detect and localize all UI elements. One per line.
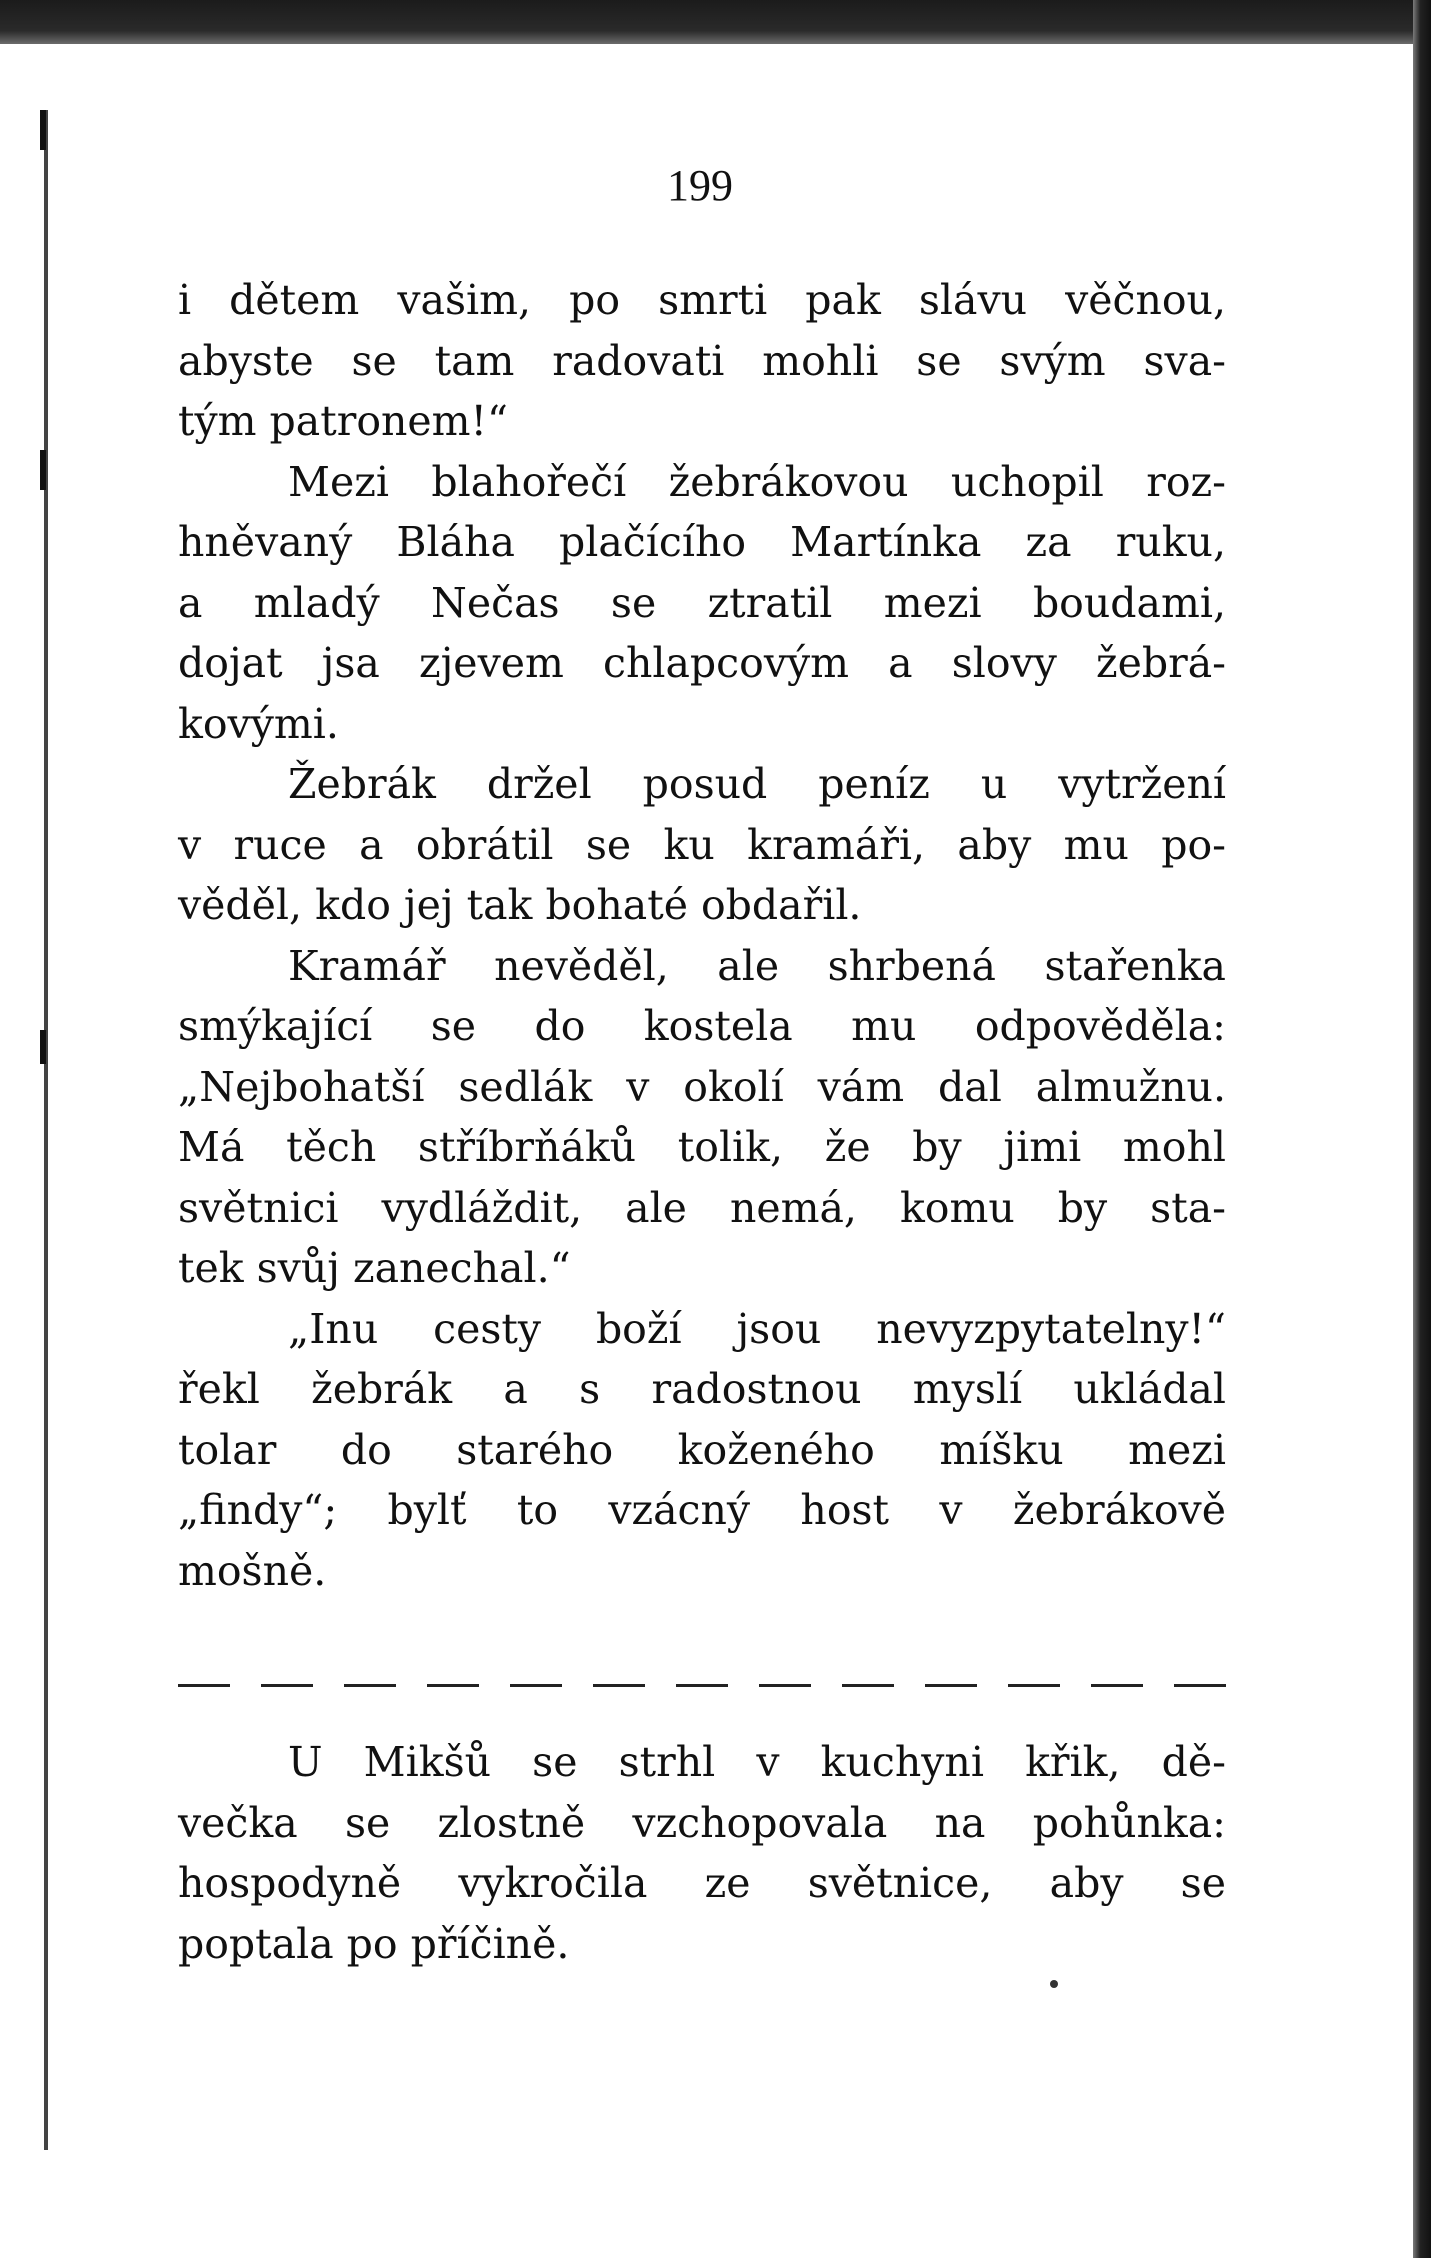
page-number: 199: [667, 161, 733, 210]
text-body-top: [178, 270, 1226, 1601]
scan-mark: [40, 1030, 46, 1064]
separator-dash: [676, 1684, 728, 1687]
paragraph: [178, 754, 1226, 936]
separator-dash: [344, 1684, 396, 1687]
scan-border-left: [44, 110, 48, 2150]
separator-dash: [510, 1684, 562, 1687]
text-line: Má těch stříbrňáků tolik, že by jimi mohl: [178, 1123, 1226, 1171]
text-line: a mladý Nečas se ztratil mezi boudami,: [178, 578, 1226, 627]
separator-dash: [759, 1684, 811, 1687]
separator-dash: [1091, 1684, 1143, 1687]
separator-dash: [427, 1684, 479, 1687]
text-line: Žebrák držel posud peníz u vytržení: [288, 760, 1226, 808]
text-line: tek svůj zanechal.“: [178, 1244, 571, 1292]
scan-border-top: [0, 0, 1431, 44]
text-line: Mezi blahořečí žebrákovou uchopil roz-: [288, 457, 1226, 506]
separator-dash: [842, 1684, 894, 1687]
section-separator: [178, 1675, 1226, 1695]
scan-mark: [40, 110, 46, 150]
text-line: abyste se tam radovati mohli se svým sva-: [178, 336, 1226, 385]
separator-dash: [1008, 1684, 1060, 1687]
text-line: smýkající se do kostela mu odpověděla:: [178, 1002, 1226, 1050]
paragraph: [178, 936, 1226, 1299]
scan-border-right: [1413, 0, 1431, 2258]
text-line: hospodyně vykročila ze světnice, aby se: [178, 1859, 1226, 1907]
text-line: řekl žebrák a s radostnou myslí ukládal: [178, 1365, 1226, 1413]
text-body-bottom: [178, 1732, 1226, 1974]
separator-dash: [925, 1684, 977, 1687]
separator-dash: [593, 1684, 645, 1687]
text-line: v ruce a obrátil se ku kramáři, aby mu po-: [178, 820, 1226, 869]
paragraph: [178, 1732, 1226, 1974]
text-line: „Nejbohatší sedlák v okolí vám dal almužnu.: [178, 1062, 1226, 1111]
text-line: kovými.: [178, 699, 339, 748]
text-line: světnici vydláždit, ale nemá, komu by sta-: [178, 1183, 1226, 1232]
text-line: věděl, kdo jej tak bohaté obdařil.: [178, 881, 862, 929]
separator-dash: [178, 1684, 230, 1687]
text-line: mošně.: [178, 1546, 327, 1595]
text-line: dojat jsa zjevem chlapcovým a slovy žebrá-: [178, 639, 1226, 687]
paragraph: [178, 452, 1226, 755]
scan-mark: [40, 450, 46, 490]
text-line: „findy“; bylť to vzácný host v žebrákově: [178, 1486, 1226, 1534]
text-line: tým patronem!“: [178, 397, 508, 445]
text-line: hněvaný Bláha plačícího Martínka za ruku,: [178, 518, 1226, 566]
text-line: „Inu cesty boží jsou nevyzpytatelny!“: [288, 1304, 1226, 1353]
paper-speck: [1050, 1980, 1058, 1988]
text-line: Kramář nevěděl, ale shrbená stařenka: [288, 941, 1226, 990]
text-line: tolar do starého koženého míšku mezi: [178, 1425, 1226, 1474]
text-line: i dětem vašim, po smrti pak slávu věčnou,: [178, 276, 1226, 324]
text-line: večka se zlostně vzchopovala na pohůnka:: [178, 1798, 1226, 1847]
paragraph: [178, 270, 1226, 452]
text-line: poptala po příčině.: [178, 1919, 570, 1968]
separator-dash: [1174, 1684, 1226, 1687]
text-line: U Mikšů se strhl v kuchyni křik, dě-: [288, 1738, 1226, 1786]
separator-dash: [261, 1684, 313, 1687]
paragraph: [178, 1299, 1226, 1602]
